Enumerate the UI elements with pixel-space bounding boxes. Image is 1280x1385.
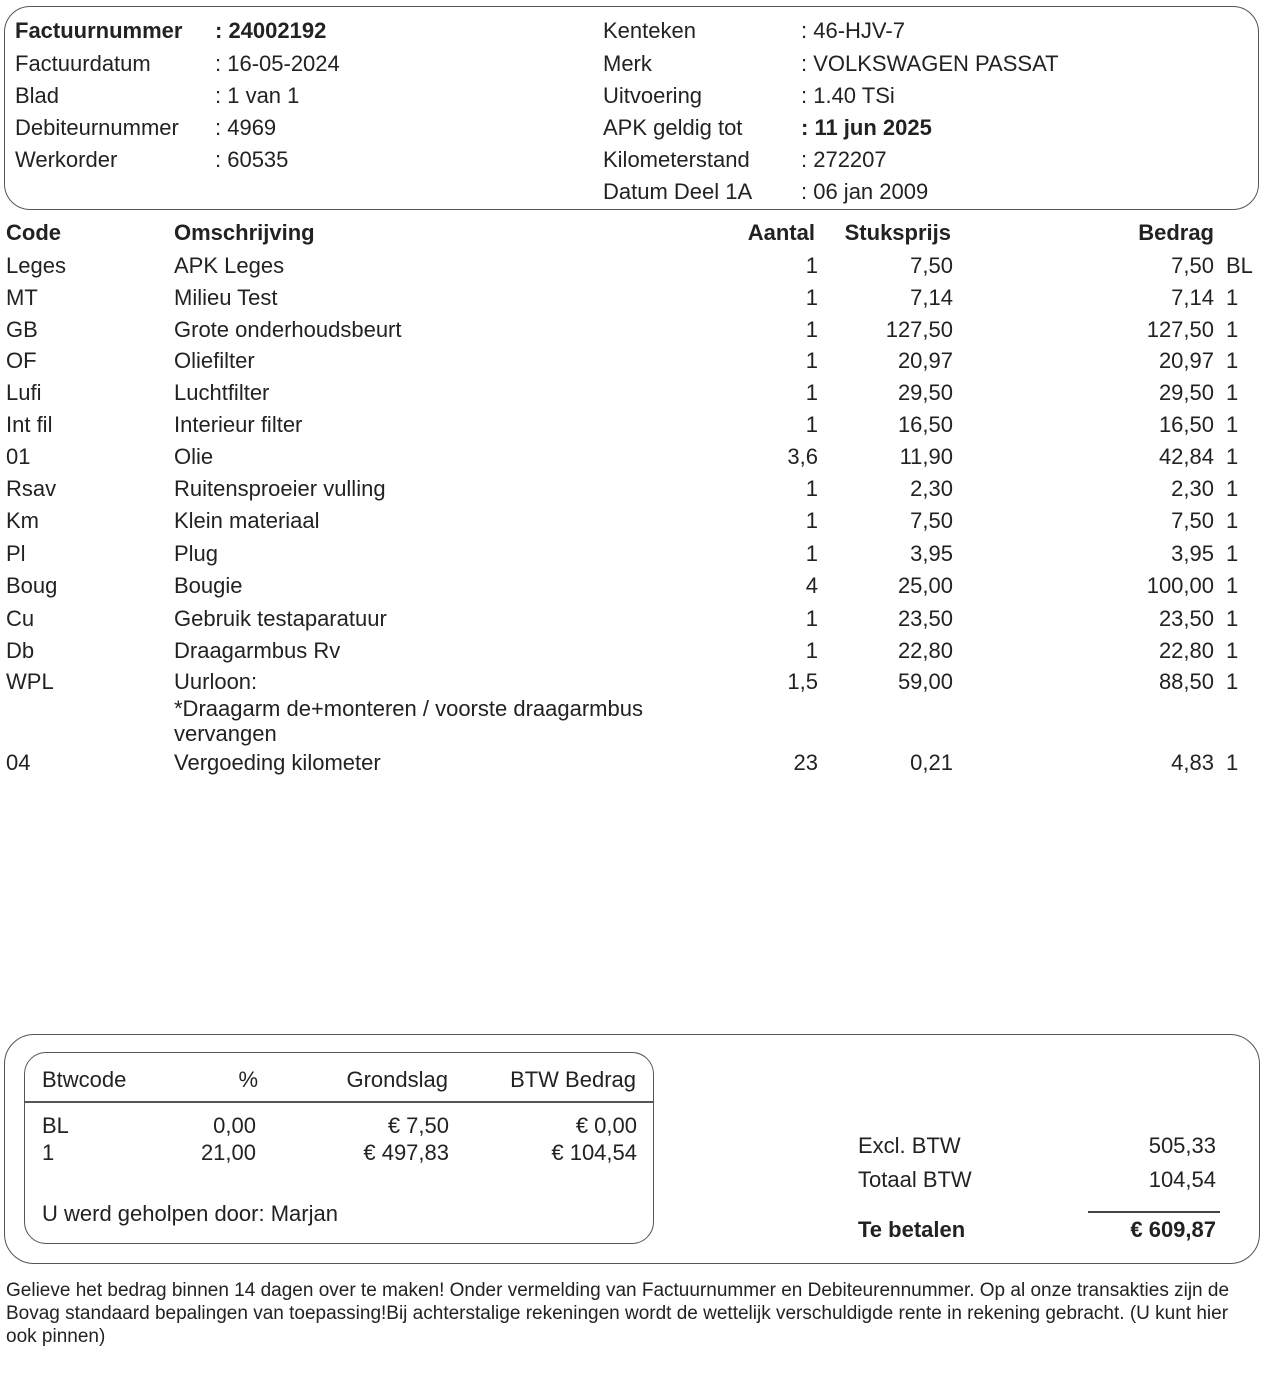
vat-row-amount: € 104,54 <box>551 1140 637 1165</box>
row-quantity: 1 <box>805 638 818 663</box>
invoice-date-value: : 16-05-2024 <box>215 51 340 76</box>
vat-row-amount: € 0,00 <box>575 1113 637 1138</box>
row-unit-price: 59,00 <box>897 669 953 694</box>
invoice-number-value: : 24002192 <box>215 18 327 43</box>
row-amount: 88,50 <box>1158 669 1214 694</box>
header-row-version <box>603 83 895 109</box>
row-unit-price: 23,50 <box>897 606 953 631</box>
row-description: Draagarmbus Rv <box>174 638 341 663</box>
row-unit-price: 7,50 <box>910 253 953 278</box>
labor-note-line-1: *Draagarm de+monteren / voorste draagarmbus <box>174 696 643 721</box>
amount-due-value: € 609,87 <box>1130 1217 1216 1242</box>
row-amount: 127,50 <box>1146 317 1214 342</box>
row-unit-price: 7,14 <box>910 285 953 310</box>
row-code: Km <box>6 508 39 533</box>
table-row <box>0 508 1280 538</box>
header-row-debtor-number <box>15 115 277 141</box>
table-row <box>0 476 1280 506</box>
row-unit-price: 16,50 <box>897 412 953 437</box>
payment-terms-note: Gelieve het bedrag binnen 14 dagen over te maken! Onder vermelding van Factuurnummer en Debiteurennummer. Op al onze transakties zijn de Bovag standaard bepalingen van toepassing!Bij achterstalige rekeningen wordt de wettelijk verschuldigde rente in rekening gebracht. (U kunt hier ook pinnen) <box>6 1280 1230 1347</box>
version-value: : 1.40 TSi <box>801 83 895 108</box>
license-plate-value: : 46-HJV-7 <box>801 18 905 43</box>
row-code: WPL <box>6 669 54 694</box>
row-btw-code: 1 <box>1226 317 1239 342</box>
table-row <box>0 573 1280 603</box>
table-row <box>0 412 1280 442</box>
helped-by-text: U werd geholpen door: Marjan <box>42 1201 338 1226</box>
mileage-label: Kilometerstand <box>603 147 750 172</box>
row-amount: 7,50 <box>1171 508 1214 533</box>
row-description: Bougie <box>174 573 243 598</box>
header-row-mileage <box>603 147 887 173</box>
row-amount: 42,84 <box>1158 444 1214 469</box>
row-unit-price: 7,50 <box>910 508 953 533</box>
header-row-apk-valid <box>603 115 932 141</box>
header-row-page <box>15 83 300 109</box>
header-row-invoice-number <box>15 18 327 44</box>
table-row <box>0 285 1280 315</box>
row-description: Uurloon: <box>174 669 258 694</box>
row-description: Ruitensproeier vulling <box>174 476 386 501</box>
row-code: OF <box>6 348 37 373</box>
row-code: Leges <box>6 253 66 278</box>
row-quantity: 1 <box>805 380 818 405</box>
table-row <box>0 669 1280 699</box>
row-amount: 20,97 <box>1158 348 1214 373</box>
row-description: Luchtfilter <box>174 380 270 405</box>
row-amount: 7,14 <box>1171 285 1214 310</box>
row-btw-code: 1 <box>1226 573 1239 598</box>
row-code: 04 <box>6 750 31 775</box>
row-btw-code: 1 <box>1226 348 1239 373</box>
table-row <box>0 606 1280 636</box>
row-quantity: 4 <box>805 573 818 598</box>
row-unit-price: 127,50 <box>885 317 953 342</box>
page-label: Blad <box>15 83 60 108</box>
row-amount: 16,50 <box>1158 412 1214 437</box>
header-row-invoice-date <box>15 51 340 77</box>
row-code: Db <box>6 638 35 663</box>
row-quantity: 1 <box>805 285 818 310</box>
table-row <box>0 638 1280 668</box>
header-row-registration-date <box>603 179 929 205</box>
row-description: Olie <box>174 444 214 469</box>
row-quantity: 1,5 <box>787 669 818 694</box>
excl-vat-value: 505,33 <box>1148 1133 1216 1158</box>
row-quantity: 1 <box>805 508 818 533</box>
registration-date-value: : 06 jan 2009 <box>801 179 929 204</box>
row-code: 01 <box>6 444 31 469</box>
table-row <box>0 380 1280 410</box>
row-quantity: 1 <box>805 476 818 501</box>
registration-date-label: Datum Deel 1A <box>603 179 753 204</box>
row-btw-code: 1 <box>1226 669 1239 694</box>
total-vat-value: 104,54 <box>1148 1167 1216 1192</box>
row-quantity: 1 <box>805 253 818 278</box>
row-description: Interieur filter <box>174 412 303 437</box>
total-divider <box>1088 1211 1220 1213</box>
row-btw-code: 1 <box>1226 541 1239 566</box>
work-order-value: : 60535 <box>215 147 289 172</box>
row-quantity: 23 <box>793 750 818 775</box>
table-row <box>0 348 1280 378</box>
row-code: Lufi <box>6 380 42 405</box>
row-quantity: 1 <box>805 317 818 342</box>
column-header-unit-price: Stuksprijs <box>844 220 951 245</box>
row-btw-code: 1 <box>1226 606 1239 631</box>
row-quantity: 1 <box>805 606 818 631</box>
row-description: Oliefilter <box>174 348 255 373</box>
row-description: Vergoeding kilometer <box>174 750 381 775</box>
row-amount: 4,83 <box>1171 750 1214 775</box>
row-description: Grote onderhoudsbeurt <box>174 317 402 342</box>
row-amount: 29,50 <box>1158 380 1214 405</box>
vat-row-percent: 21,00 <box>200 1140 256 1165</box>
row-amount: 3,95 <box>1171 541 1214 566</box>
table-row <box>0 444 1280 474</box>
column-header-code: Code <box>6 220 61 245</box>
table-row <box>0 253 1280 283</box>
row-btw-code: 1 <box>1226 285 1239 310</box>
row-unit-price: 11,90 <box>899 444 953 469</box>
row-code: Int fil <box>6 412 53 437</box>
column-header-amount: Bedrag <box>1138 220 1214 245</box>
row-unit-price: 2,30 <box>910 476 953 501</box>
invoice-number-label: Factuurnummer <box>15 18 183 43</box>
row-description: APK Leges <box>174 253 285 278</box>
row-code: Cu <box>6 606 35 631</box>
vat-header-percent: % <box>238 1067 258 1092</box>
row-btw-code: 1 <box>1226 508 1239 533</box>
row-quantity: 1 <box>805 412 818 437</box>
row-quantity: 1 <box>805 348 818 373</box>
row-unit-price: 29,50 <box>897 380 953 405</box>
header-row-brand <box>603 51 1059 77</box>
row-unit-price: 22,80 <box>897 638 953 663</box>
excl-vat-label: Excl. BTW <box>858 1133 961 1158</box>
work-order-label: Werkorder <box>15 147 118 172</box>
row-btw-code: 1 <box>1226 476 1239 501</box>
vat-row-percent: 0,00 <box>213 1113 256 1138</box>
amount-due-label: Te betalen <box>858 1217 966 1242</box>
page-value: : 1 van 1 <box>215 83 300 108</box>
table-row <box>0 750 1280 780</box>
row-btw-code: 1 <box>1226 444 1239 469</box>
vat-header-base: Grondslag <box>346 1067 448 1092</box>
debtor-number-label: Debiteurnummer <box>15 115 179 140</box>
license-plate-label: Kenteken <box>603 18 696 43</box>
row-unit-price: 25,00 <box>897 573 953 598</box>
row-btw-code: 1 <box>1226 380 1239 405</box>
vat-row-base: € 7,50 <box>387 1113 449 1138</box>
row-amount: 23,50 <box>1158 606 1214 631</box>
row-description: Gebruik testaparatuur <box>174 606 387 631</box>
row-code: MT <box>6 285 38 310</box>
total-vat-label: Totaal BTW <box>858 1167 972 1192</box>
row-btw-code: BL <box>1226 253 1253 278</box>
row-unit-price: 3,95 <box>910 541 953 566</box>
row-quantity: 1 <box>805 541 818 566</box>
header-row-work-order <box>15 147 289 173</box>
brand-value: : VOLKSWAGEN PASSAT <box>801 51 1059 76</box>
vat-header-amount: BTW Bedrag <box>510 1067 636 1092</box>
header-row-license-plate <box>603 18 905 44</box>
row-btw-code: 1 <box>1226 638 1239 663</box>
row-amount: 100,00 <box>1146 573 1214 598</box>
apk-valid-value: : 11 jun 2025 <box>801 115 932 140</box>
vat-row-code: 1 <box>42 1140 55 1165</box>
row-amount: 7,50 <box>1171 253 1214 278</box>
vat-row-code: BL <box>42 1113 69 1138</box>
debtor-number-value: : 4969 <box>215 115 277 140</box>
row-btw-code: 1 <box>1226 750 1239 775</box>
invoice-date-label: Factuurdatum <box>15 51 151 76</box>
vat-row-base: € 497,83 <box>363 1140 449 1165</box>
table-row <box>0 317 1280 347</box>
row-quantity: 3,6 <box>787 444 818 469</box>
vat-header-code: Btwcode <box>42 1067 127 1092</box>
apk-valid-label: APK geldig tot <box>603 115 743 140</box>
column-header-quantity: Aantal <box>747 220 815 245</box>
table-row <box>0 541 1280 571</box>
brand-label: Merk <box>603 51 652 76</box>
row-amount: 22,80 <box>1158 638 1214 663</box>
column-header-description: Omschrijving <box>174 220 315 245</box>
row-unit-price: 20,97 <box>897 348 953 373</box>
row-code: GB <box>6 317 38 342</box>
row-description: Plug <box>174 541 219 566</box>
vat-summary-divider <box>24 1101 654 1103</box>
row-amount: 2,30 <box>1171 476 1214 501</box>
row-code: Rsav <box>6 476 57 501</box>
row-code: Pl <box>6 541 26 566</box>
mileage-value: : 272207 <box>801 147 887 172</box>
row-description: Milieu Test <box>174 285 278 310</box>
version-label: Uitvoering <box>603 83 703 108</box>
row-unit-price: 0,21 <box>910 750 953 775</box>
labor-note-line-2: vervangen <box>174 721 277 746</box>
row-description: Klein materiaal <box>174 508 320 533</box>
row-code: Boug <box>6 573 58 598</box>
row-btw-code: 1 <box>1226 412 1239 437</box>
